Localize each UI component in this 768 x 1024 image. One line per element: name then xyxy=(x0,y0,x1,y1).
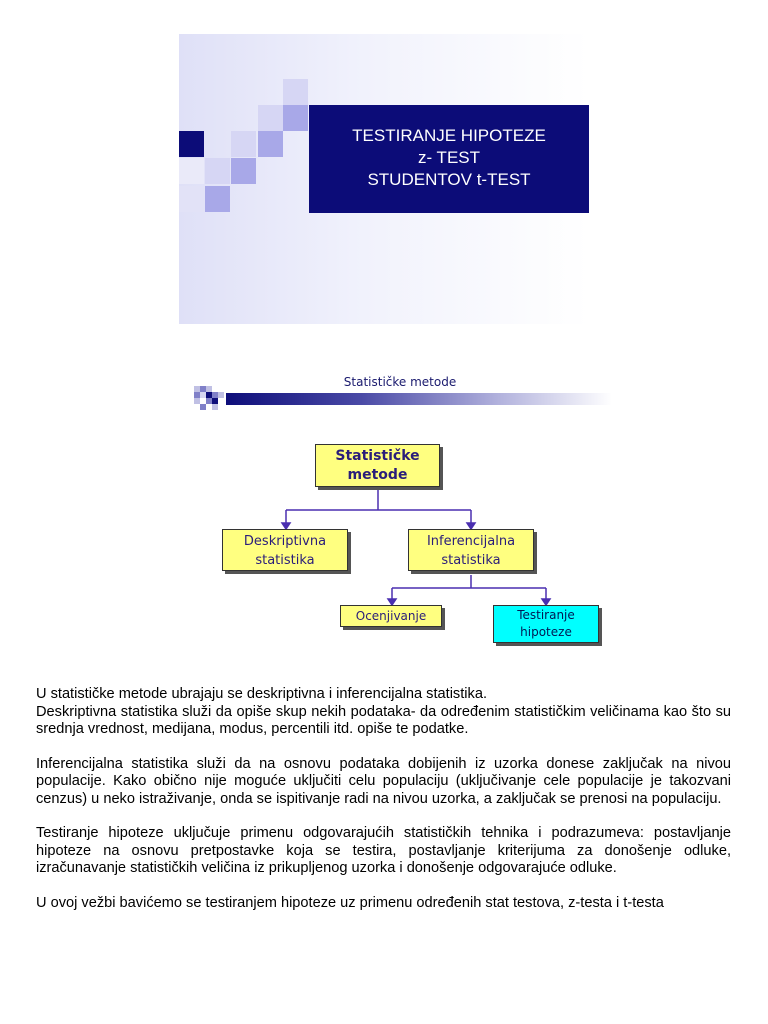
decor-square xyxy=(179,186,204,212)
decor-square xyxy=(283,79,308,105)
title-slide xyxy=(179,34,589,324)
node-inferential xyxy=(408,529,534,571)
paragraph: Testiranje hipoteze uključuje primenu odgovarajućih statističkih tehnika i podrazumeva: postavljanje hipoteze na osnovu pretpostavke koja se testira, postavljanje kriterijuma za donošenje odluke, izračunavanje statističkih veličina iz prikupljenog uzorka i donošenje odgovarajuće odluke. xyxy=(36,825,731,876)
node-hypothesis-testing xyxy=(493,605,599,643)
decor-square xyxy=(205,186,230,212)
slide2-title: Statističke metode xyxy=(343,375,457,389)
paragraph: Deskriptivna statistika služi da opiše skup nekih podataka- da određenim statističkim veličinama kao što su srednja vrednost, medijana, modus, percentili itd. opiše te podatke. xyxy=(36,703,731,737)
decor-square xyxy=(218,392,224,398)
title-line: STUDENTOV t-TEST xyxy=(367,170,531,189)
slide-title xyxy=(309,125,589,191)
node-label: statistika xyxy=(441,553,501,568)
node-label: Inferencijalna xyxy=(426,534,516,549)
body-text xyxy=(36,686,731,929)
node-label: statistika xyxy=(255,553,315,568)
node-label: Testiranje xyxy=(517,608,575,622)
slide2-header-bar xyxy=(226,393,612,405)
decor-square xyxy=(212,404,218,410)
node-descriptive xyxy=(222,529,348,571)
node-statistical-methods xyxy=(315,444,440,487)
decor-square xyxy=(231,131,256,157)
paragraph: U statističke metode ubrajaju se deskriptivna i inferencijalna statistika. xyxy=(36,686,487,702)
decor-square xyxy=(179,131,204,157)
decor-square xyxy=(200,404,206,410)
decor-square xyxy=(283,105,308,131)
node-label: metode xyxy=(347,467,408,483)
title-line: z- TEST xyxy=(417,148,481,167)
node-label: Statističke xyxy=(335,448,420,464)
title-line: TESTIRANJE HIPOTEZE xyxy=(352,126,546,145)
decor-square xyxy=(231,158,256,184)
node-label: Ocenjivanje xyxy=(355,609,427,623)
decor-square xyxy=(205,158,230,184)
paragraph: U ovoj vežbi bavićemo se testiranjem hipoteze uz primenu određenih stat testova, z-testa i t-testa xyxy=(36,894,664,911)
decor-square xyxy=(258,131,283,157)
decor-square xyxy=(179,158,204,184)
node-label: Deskriptivna xyxy=(243,534,327,549)
paragraph: Inferencijalna statistika služi da na osnovu podataka dobijenih iz uzorka donese zaključak na nivou populacije. Kako obično nije moguće uključiti celu populaciju (uključivanje cele populacije je takozvani cenzus) u neko istraživanje, onda se ispitivanje radi na nivou uzorka, a zaključak se prenosi na populaciju. xyxy=(36,755,731,807)
node-label: hipoteze xyxy=(520,625,572,639)
methods-diagram xyxy=(200,435,610,645)
node-estimation xyxy=(340,605,442,627)
decor-square xyxy=(258,105,283,131)
